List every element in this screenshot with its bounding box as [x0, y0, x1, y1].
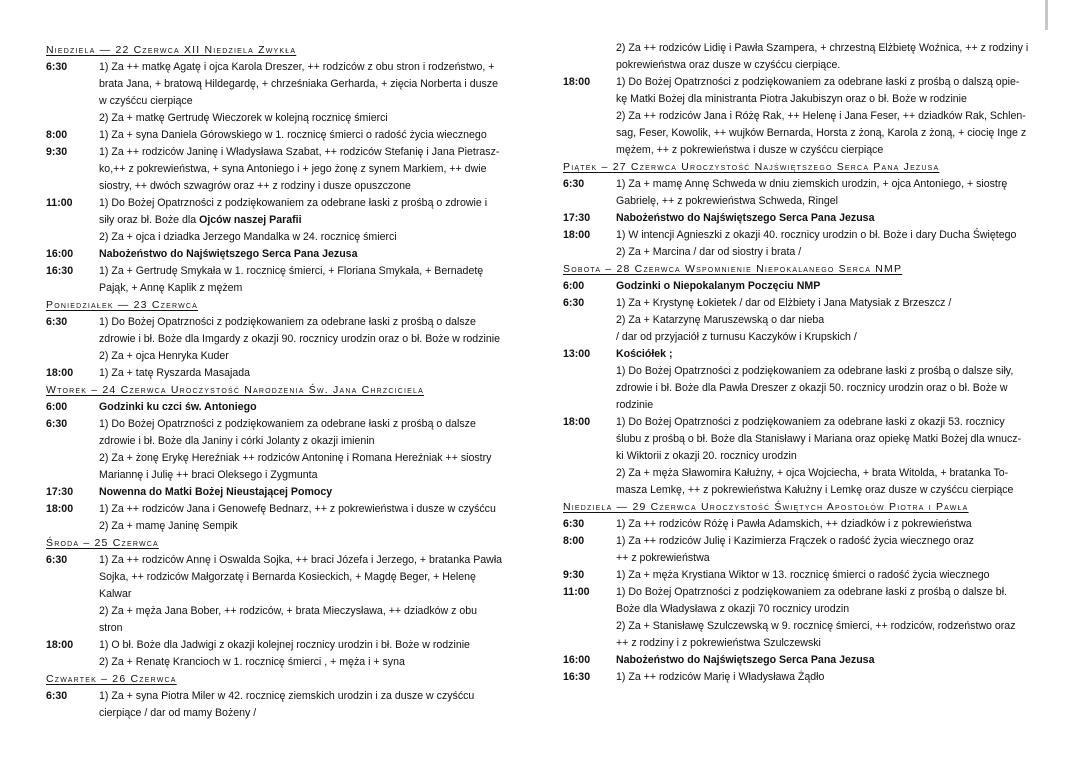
day-header: Piątek – 27 Czerwca Uroczystość Najświętszego Serca Pana Jezusa	[563, 161, 940, 173]
intention-list	[616, 346, 1041, 414]
intention-text: 2) Za + matkę Gertrudę Wieczorek w kolejną rocznicę śmierci	[99, 112, 388, 124]
intention-text: siły oraz bł. Boże dla	[99, 214, 200, 226]
mass-time: 6:00	[563, 280, 585, 292]
mass-time: 17:30	[563, 212, 591, 224]
intention-list	[99, 399, 518, 416]
intention-text: 1) Za ++ rodziców Julię i Kazimierza Frączek o radość życia wiecznego oraz	[616, 535, 974, 547]
intention-line	[616, 550, 1041, 567]
intention-list	[616, 210, 1041, 227]
intention-text: Nabożeństwo do Najświętszego Serca Pana Jezusa	[99, 248, 358, 260]
intention-text: sag, Feser, Kowolik, ++ wujków Bernarda, Horsta z żoną, Karola z żoną, + ciocię Inge z	[616, 127, 1027, 139]
mass-entry	[563, 584, 1041, 652]
intention-text: 1) Za + mamę Annę Schweda w dniu ziemskich urodzin, + ojca Antoniego, + siostrę	[616, 178, 1008, 190]
intention-text: 2) Za + męża Sławomira Kałużny, + ojca Wojciecha, + brata Witolda, + bratanka To-	[616, 467, 1009, 479]
intention-line	[99, 501, 518, 518]
intention-text: Godzinki ku czci św. Antoniego	[99, 401, 257, 413]
intention-line	[99, 637, 518, 654]
intention-text: Sojka, ++ rodziców Małgorzatę i Bernarda Kosieckich, + Magdę Beger, + Helenę	[99, 571, 476, 583]
intention-line	[616, 414, 1041, 431]
mass-entry	[46, 246, 518, 263]
intention-line	[99, 144, 518, 161]
intention-line	[616, 91, 1041, 108]
intention-line	[99, 263, 518, 280]
intention-line	[616, 652, 1041, 669]
mass-time: 11:00	[563, 586, 590, 598]
mass-entry	[563, 295, 1041, 346]
mass-entry	[46, 688, 518, 722]
intention-list	[99, 552, 518, 637]
mass-entry	[563, 176, 1041, 210]
intention-line	[616, 482, 1041, 499]
intention-line	[99, 705, 518, 722]
intention-line	[616, 210, 1041, 227]
intention-text: 2) Za + ojca i dziadka Jerzego Mandalka w 24. rocznicę śmierci	[99, 231, 397, 243]
day-header: Niedziela — 22 Czerwca XII Niedziela Zwykła	[46, 44, 297, 56]
mass-entry	[563, 652, 1041, 669]
intention-line	[99, 161, 518, 178]
intention-text: Mariannę i Julię ++ braci Oleksego i Zygmunta	[99, 469, 318, 481]
intention-text: 2) Za + Marcina / dar od siostry i brata /	[616, 246, 802, 258]
intention-text: Godzinki o Niepokalanym Poczęciu NMP	[616, 280, 821, 292]
mass-entry	[563, 278, 1041, 295]
intention-line	[616, 312, 1041, 329]
mass-entry	[563, 516, 1041, 533]
intention-text: Nabożeństwo do Najświętszego Serca Pana Jezusa	[616, 654, 875, 666]
intention-line	[99, 59, 518, 76]
intention-text: w czyśćcu cierpiące	[99, 95, 193, 107]
intention-text: siostry, ++ dwóch szwagrów oraz ++ z rodziny i dusze opuszczone	[99, 180, 411, 192]
intention-line	[616, 227, 1041, 244]
intention-text: 1) Za ++ rodziców Janinę i Władysława Szabat, ++ rodziców Stefanię i Jana Pietrasz-	[99, 146, 500, 158]
intention-text: 2) Za + Renatę Krancioch w 1. rocznicę śmierci , + męża i + syna	[99, 656, 405, 668]
intention-line	[99, 620, 518, 637]
intention-line	[616, 567, 1041, 584]
intention-line	[616, 329, 1041, 346]
mass-time: 18:00	[563, 229, 591, 241]
mass-entry	[46, 416, 518, 484]
mass-entry	[563, 669, 1041, 686]
intention-text: 2) Za + żonę Erykę Hereźniak ++ rodziców Antoninę i Romana Hereźniak ++ siostry	[99, 452, 492, 464]
intention-line	[99, 586, 518, 603]
intention-line	[616, 465, 1041, 482]
intention-line	[99, 195, 518, 212]
intention-text: ko,++ z pokrewieństwa, + syna Antoniego i + jego żonę z synem Markiem, ++ dwie	[99, 163, 487, 175]
mass-entry	[563, 40, 1041, 74]
intention-line	[99, 229, 518, 246]
intention-line	[99, 467, 518, 484]
intention-list	[99, 637, 518, 671]
intention-text: zdrowie i bł. Boże dla Imgardy z okazji 90. rocznicy urodzin oraz o bł. Boże w rodzinie	[99, 333, 500, 345]
intention-text: 2) Za ++ rodziców Jana i Różę Rak, ++ Helenę i Jana Feser, ++ dziadków Rak, Schlen-	[616, 110, 1026, 122]
day-header: Czwartek – 26 Czerwca	[46, 673, 177, 685]
intention-line	[99, 688, 518, 705]
intention-text: 1) Za ++ rodziców Jana i Genowefę Bednarz, ++ z pokrewieństwa i dusze w czyśćcu	[99, 503, 496, 515]
mass-time: 16:00	[563, 654, 591, 666]
intention-line	[99, 399, 518, 416]
intention-line	[99, 110, 518, 127]
mass-time: 6:00	[46, 401, 68, 413]
mass-time: 16:30	[563, 671, 591, 683]
intention-line	[616, 244, 1041, 261]
intention-text: 1) Za ++ rodziców Annę i Oswalda Sojka, ++ braci Józefa i Jerzego, + bratanka Pawła	[99, 554, 503, 566]
intention-list	[616, 414, 1041, 499]
intention-text: 2) Za + Stanisławę Szulczewską w 9. rocznicę śmierci, ++ rodziców, rodzeństwo oraz	[616, 620, 1016, 632]
intention-line	[99, 433, 518, 450]
intention-list	[616, 278, 1041, 295]
intention-text: ki Wiktorii z okazji 20. rocznicy urodzin	[616, 450, 797, 462]
mass-time: 18:00	[563, 76, 591, 88]
mass-time: 6:30	[46, 316, 68, 328]
intention-text: 1) W intencji Agnieszki z okazji 40. rocznicy urodzin o bł. Boże i dary Ducha Świętego	[616, 229, 1017, 241]
intention-text: 1) Za ++ rodziców Marię i Władysława Żądło	[616, 671, 825, 683]
intention-text: ++ z pokrewieństwa	[616, 552, 710, 564]
intention-list	[99, 688, 518, 722]
intention-bold-text: Ojców naszej Parafii	[199, 214, 302, 226]
intention-line	[616, 601, 1041, 618]
mass-time: 18:00	[46, 367, 74, 379]
intention-line	[99, 76, 518, 93]
mass-entry	[46, 195, 518, 246]
intention-line	[616, 635, 1041, 652]
mass-time: 18:00	[46, 503, 74, 515]
mass-entry	[46, 144, 518, 195]
intention-line	[99, 348, 518, 365]
intention-list	[616, 567, 1041, 584]
intention-text: ślubu z prośbą o bł. Boże dla Stanisławy i Mariana oraz opiekę Matki Bożej dla wnucz-	[616, 433, 1022, 445]
day-header: Środa – 25 Czerwca	[46, 537, 159, 549]
day-header: Sobota – 28 Czerwca Wspomnienie Niepokalanego Serca NMP	[563, 263, 903, 275]
intention-list	[99, 484, 518, 501]
intention-text: 1) Do Bożej Opatrzności z podziękowaniem za odebrane łaski z prośbą o dalsze	[99, 418, 476, 430]
mass-time: 9:30	[46, 146, 68, 158]
day-header: Poniedziałek — 23 Czerwca	[46, 299, 199, 311]
intention-text: 1) Za ++ matkę Agatę i ojca Karola Dreszer, ++ rodziców z obu stron i rodzeństwo, +	[99, 61, 495, 73]
intention-line	[616, 142, 1041, 159]
intention-list	[99, 365, 518, 382]
intention-text: Pająk, + Annę Kaplik z mężem	[99, 282, 243, 294]
intention-line	[99, 280, 518, 297]
mass-entry	[563, 210, 1041, 227]
intention-line	[616, 40, 1041, 57]
intention-line	[99, 365, 518, 382]
intention-line	[99, 93, 518, 110]
mass-entry	[563, 227, 1041, 261]
intention-list	[99, 59, 518, 127]
intention-text: 1) Za + Krystynę Łokietek / dar od Elżbiety i Jana Matysiak z Brzeszcz /	[616, 297, 952, 309]
intention-list	[99, 144, 518, 195]
mass-entry	[46, 263, 518, 297]
right-column	[563, 40, 1041, 686]
left-column	[46, 42, 518, 722]
intention-text: 2) Za + męża Jana Bober, ++ rodziców, + brata Mieczysława, ++ dziadków z obu	[99, 605, 478, 617]
intention-line	[99, 450, 518, 467]
mass-time: 6:30	[563, 297, 585, 309]
mass-entry	[563, 346, 1041, 414]
intention-line	[616, 74, 1041, 91]
intention-text: 1) Do Bożej Opatrzności z podziękowaniem za odebrane łaski z prośbą o zdrowie i	[99, 197, 488, 209]
mass-entry	[46, 399, 518, 416]
intention-list	[99, 195, 518, 246]
day-header: Niedziela — 29 Czerwca Uroczystość Świętych Apostołów Piotra i Pawła	[563, 501, 969, 513]
intention-line	[99, 484, 518, 501]
intention-list	[99, 501, 518, 535]
intention-line	[616, 618, 1041, 635]
intention-text: cierpiące / dar od mamy Bożeny /	[99, 707, 257, 719]
intention-line	[616, 346, 1041, 363]
intention-text: rodzinie	[616, 399, 654, 411]
intention-line	[616, 295, 1041, 312]
mass-entry	[46, 314, 518, 365]
intention-text: 2) Za + ojca Henryka Kuder	[99, 350, 229, 362]
intention-line	[616, 431, 1041, 448]
intention-text: 1) Za + syna Piotra Miler w 42. rocznicę ziemskich urodzin i za dusze w czyśćcu	[99, 690, 475, 702]
mass-time: 11:00	[46, 197, 73, 209]
intention-text: 2) Za ++ rodziców Lidię i Pawła Szampera, + chrzestną Elżbietę Woźnica, ++ z rodziny i	[616, 42, 1029, 54]
intention-line	[616, 516, 1041, 533]
intention-line	[616, 57, 1041, 74]
intention-text: Nowenna do Matki Bożej Nieustającej Pomocy	[99, 486, 333, 498]
mass-time: 18:00	[46, 639, 74, 651]
intention-list	[616, 295, 1041, 346]
intention-text: ++ z rodziny i z pokrewieństwa Szulczewski	[616, 637, 821, 649]
intention-text: 1) Do Bożej Opatrzności z podziękowaniem za odebrane łaski z okazji 53. rocznicy	[616, 416, 1005, 428]
day-header: Wtorek – 24 Czerwca Uroczystość Narodzenia Św. Jana Chrzciciela	[46, 384, 425, 396]
intention-text: 1) Za + Gertrudę Smykała w 1. rocznicę śmierci, + Floriana Smykała, + Bernadetę	[99, 265, 484, 277]
intention-line	[616, 397, 1041, 414]
intention-line	[99, 552, 518, 569]
intention-text: Gabrielę, ++ z pokrewieństwa Schweda, Ringel	[616, 195, 838, 207]
intention-line	[616, 669, 1041, 686]
intention-line	[616, 448, 1041, 465]
intention-text: mężem, ++ z pokrewieństwa i dusze w czyśćcu cierpiące	[616, 144, 884, 156]
intention-text: 1) Do Bożej Opatrzności z podziękowaniem za odebrane łaski z prośbą o dalsze siły,	[616, 365, 1014, 377]
mass-time: 16:00	[46, 248, 74, 260]
intention-text: 1) Do Bożej Opatrzności z podziękowaniem za odebrane łaski z prośbą o dalszą opie-	[616, 76, 1020, 88]
mass-entry	[46, 484, 518, 501]
intention-list	[616, 584, 1041, 652]
mass-entry	[563, 414, 1041, 499]
intention-line	[616, 125, 1041, 142]
intention-line	[616, 380, 1041, 397]
intention-text: zdrowie i bł. Boże dla Janiny i córki Jolanty z okazji imienin	[99, 435, 375, 447]
mass-time: 9:30	[563, 569, 585, 581]
intention-text: masza Lemkę, ++ z pokrewieństwa Kałużny i Lemkę oraz dusze w czyśćcu cierpiące	[616, 484, 1014, 496]
mass-time: 6:30	[46, 554, 68, 566]
intention-list	[99, 127, 518, 144]
intention-line	[99, 246, 518, 263]
intention-line	[99, 569, 518, 586]
mass-time: 6:30	[563, 518, 585, 530]
mass-time: 6:30	[563, 178, 585, 190]
intention-list	[99, 263, 518, 297]
mass-time: 8:00	[46, 129, 68, 141]
mass-entry	[563, 567, 1041, 584]
mass-entry	[46, 501, 518, 535]
intention-line	[616, 278, 1041, 295]
mass-entry	[46, 365, 518, 382]
intention-list	[616, 652, 1041, 669]
intention-line	[99, 654, 518, 671]
intention-list	[616, 40, 1041, 74]
intention-text: Nabożeństwo do Najświętszego Serca Pana Jezusa	[616, 212, 875, 224]
intention-line	[616, 108, 1041, 125]
intention-line	[99, 518, 518, 535]
intention-text: 1) Do Bożej Opatrzności z podziękowaniem za odebrane łaski z prośbą o dalsze	[99, 316, 476, 328]
intention-text: Boże dla Władysława z okazji 70 rocznicy urodzin	[616, 603, 850, 615]
mass-time: 17:30	[46, 486, 74, 498]
intention-text: 2) Za + Katarzynę Maruszewską o dar nieba	[616, 314, 825, 326]
intention-list	[616, 227, 1041, 261]
mass-entry	[46, 59, 518, 127]
intention-line	[616, 363, 1041, 380]
intention-line	[99, 331, 518, 348]
mass-entry	[46, 552, 518, 637]
intention-text: brata Jana, + bratową Hildegardę, + chrześniaka Gerharda, + zięcia Norberta i dusze	[99, 78, 498, 90]
intention-line	[616, 176, 1041, 193]
intention-text: Kościółek ;	[616, 348, 673, 360]
intention-list	[616, 516, 1041, 533]
mass-entry	[46, 637, 518, 671]
scrollbar-edge	[1045, 0, 1048, 30]
intention-list	[99, 314, 518, 365]
intention-line	[99, 314, 518, 331]
intention-text: kę Matki Bożej dla ministranta Piotra Jakubiszyn oraz o bł. Boże w rodzinie	[616, 93, 967, 105]
mass-entry	[46, 127, 518, 144]
intention-line	[99, 212, 518, 229]
intention-line	[99, 127, 518, 144]
mass-time: 6:30	[46, 690, 68, 702]
intention-text: / dar od przyjaciół z turnusu Kaczyków i Krupskich /	[616, 331, 857, 343]
intention-text: 1) Za + męża Krystiana Wiktor w 13. rocznicę śmierci o radość życia wiecznego	[616, 569, 990, 581]
intention-list	[616, 669, 1041, 686]
intention-list	[616, 74, 1041, 159]
intention-list	[99, 416, 518, 484]
intention-text: pokrewieństwa oraz dusze w czyśćcu cierpiące.	[616, 59, 841, 71]
intention-text: 1) Za + syna Daniela Górowskiego w 1. rocznicę śmierci o radość życia wiecznego	[99, 129, 487, 141]
intention-line	[99, 178, 518, 195]
mass-time: 6:30	[46, 418, 68, 430]
intention-list	[99, 246, 518, 263]
intention-line	[616, 193, 1041, 210]
mass-time: 8:00	[563, 535, 585, 547]
intention-text: 1) Do Bożej Opatrzności z podziękowaniem za odebrane łaski z prośbą o dalsze bł.	[616, 586, 1007, 598]
intention-text: zdrowie i bł. Boże dla Pawła Dreszer z okazji 50. rocznicy urodzin oraz o bł. Boże w	[616, 382, 1008, 394]
intention-text: 2) Za + mamę Janinę Sempik	[99, 520, 238, 532]
intention-list	[616, 176, 1041, 210]
intention-text: 1) O bł. Boże dla Jadwigi z okazji kolejnej rocznicy urodzin i bł. Boże w rodzinie	[99, 639, 470, 651]
mass-time: 6:30	[46, 61, 68, 73]
intention-text: 1) Za ++ rodziców Różę i Pawła Adamskich, ++ dziadków i z pokrewieństwa	[616, 518, 972, 530]
intention-text: 1) Za + tatę Ryszarda Masajada	[99, 367, 251, 379]
intention-text: stron	[99, 622, 123, 634]
mass-entry	[563, 533, 1041, 567]
mass-time: 18:00	[563, 416, 591, 428]
mass-time: 16:30	[46, 265, 74, 277]
intention-line	[616, 533, 1041, 550]
intention-text: Kalwar	[99, 588, 132, 600]
mass-entry	[563, 74, 1041, 159]
mass-time: 13:00	[563, 348, 591, 360]
intention-list	[616, 533, 1041, 567]
intention-line	[99, 416, 518, 433]
intention-line	[99, 603, 518, 620]
intention-line	[616, 584, 1041, 601]
